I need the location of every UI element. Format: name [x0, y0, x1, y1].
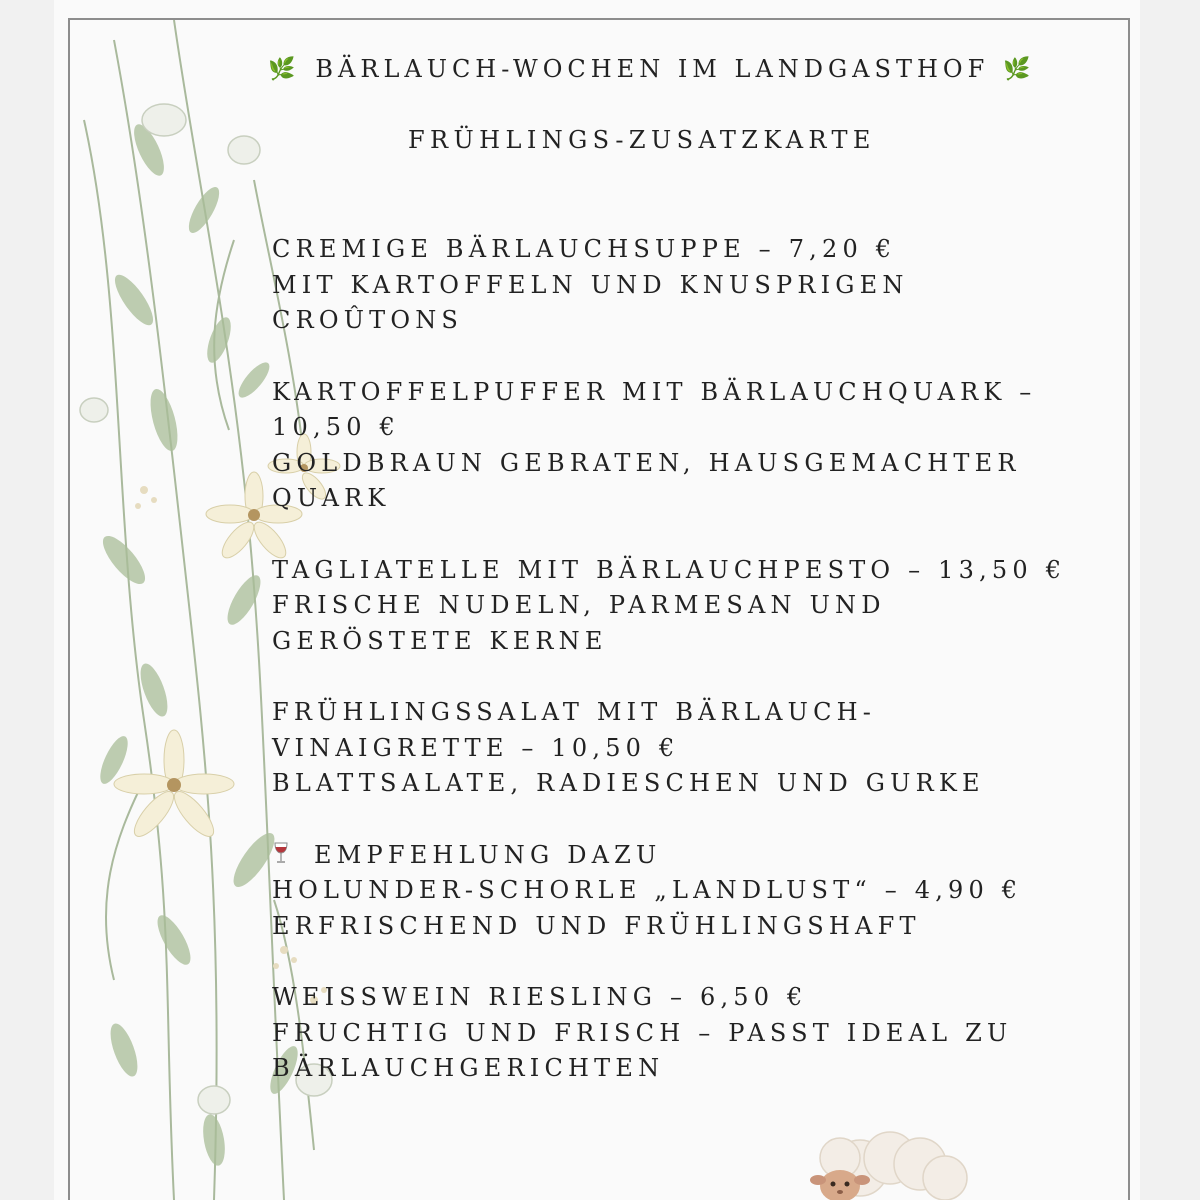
item-description: GERÖSTETE KERNE [272, 626, 608, 655]
item-description: BLATTSALATE, RADIESCHEN UND GURKE [272, 769, 985, 797]
recommendation-heading [272, 838, 1112, 874]
item-description: ERFRISCHEND UND FRÜHLINGSHAFT [272, 911, 921, 940]
item-description: CROÛTONS [272, 306, 464, 334]
item-description: MIT KARTOFFELN UND KNUSPRIGEN [272, 270, 909, 299]
item-name: TAGLIATELLE MIT BÄRLAUCHPESTO – 13,50 € [272, 555, 1067, 584]
menu-item [272, 980, 1112, 1087]
menu-title-text: BÄRLAUCH-WOCHEN IM LANDGASTHOF [315, 55, 990, 83]
item-name: CREMIGE BÄRLAUCHSUPPE – 7,20 € [272, 235, 897, 263]
menu-items [272, 232, 1112, 1123]
item-name: HOLUNDER-SCHORLE „LANDLUST“ – 4,90 € [272, 876, 1023, 904]
menu-item [272, 232, 1112, 339]
menu-subtitle: FRÜHLINGS-ZUSATZKARTE [408, 126, 876, 154]
sheep-illustration-icon [800, 1128, 970, 1200]
item-name-price: VINAIGRETTE – 10,50 € [272, 733, 680, 762]
item-name: WEISSWEIN RIESLING – 6,50 € [272, 983, 808, 1011]
herb-leaf-icon: 🌿 [1003, 56, 1031, 82]
menu-item [272, 695, 1112, 802]
menu-item [272, 553, 1112, 660]
item-description: FRISCHE NUDELN, PARMESAN UND [272, 591, 886, 619]
item-description: FRUCHTIG UND FRISCH – PASST IDEAL ZU [272, 1018, 1013, 1047]
menu-item-recommendation [272, 838, 1112, 945]
menu-item [272, 375, 1112, 517]
menu-title [268, 55, 1098, 83]
herb-leaf-icon: 🌿 [268, 56, 296, 82]
item-price: 10,50 € [272, 413, 401, 441]
item-description: QUARK [272, 484, 391, 512]
item-description: BÄRLAUCHGERICHTEN [272, 1054, 665, 1082]
item-name: KARTOFFELPUFFER MIT BÄRLAUCHQUARK – [272, 377, 1037, 406]
recommendation-heading-text: EMPFEHLUNG DAZU [314, 840, 662, 869]
item-description: GOLDBRAUN GEBRATEN, HAUSGEMACHTER [272, 448, 1021, 477]
wine-glass-icon [272, 841, 290, 865]
item-name: FRÜHLINGSSALAT MIT BÄRLAUCH- [272, 698, 877, 726]
